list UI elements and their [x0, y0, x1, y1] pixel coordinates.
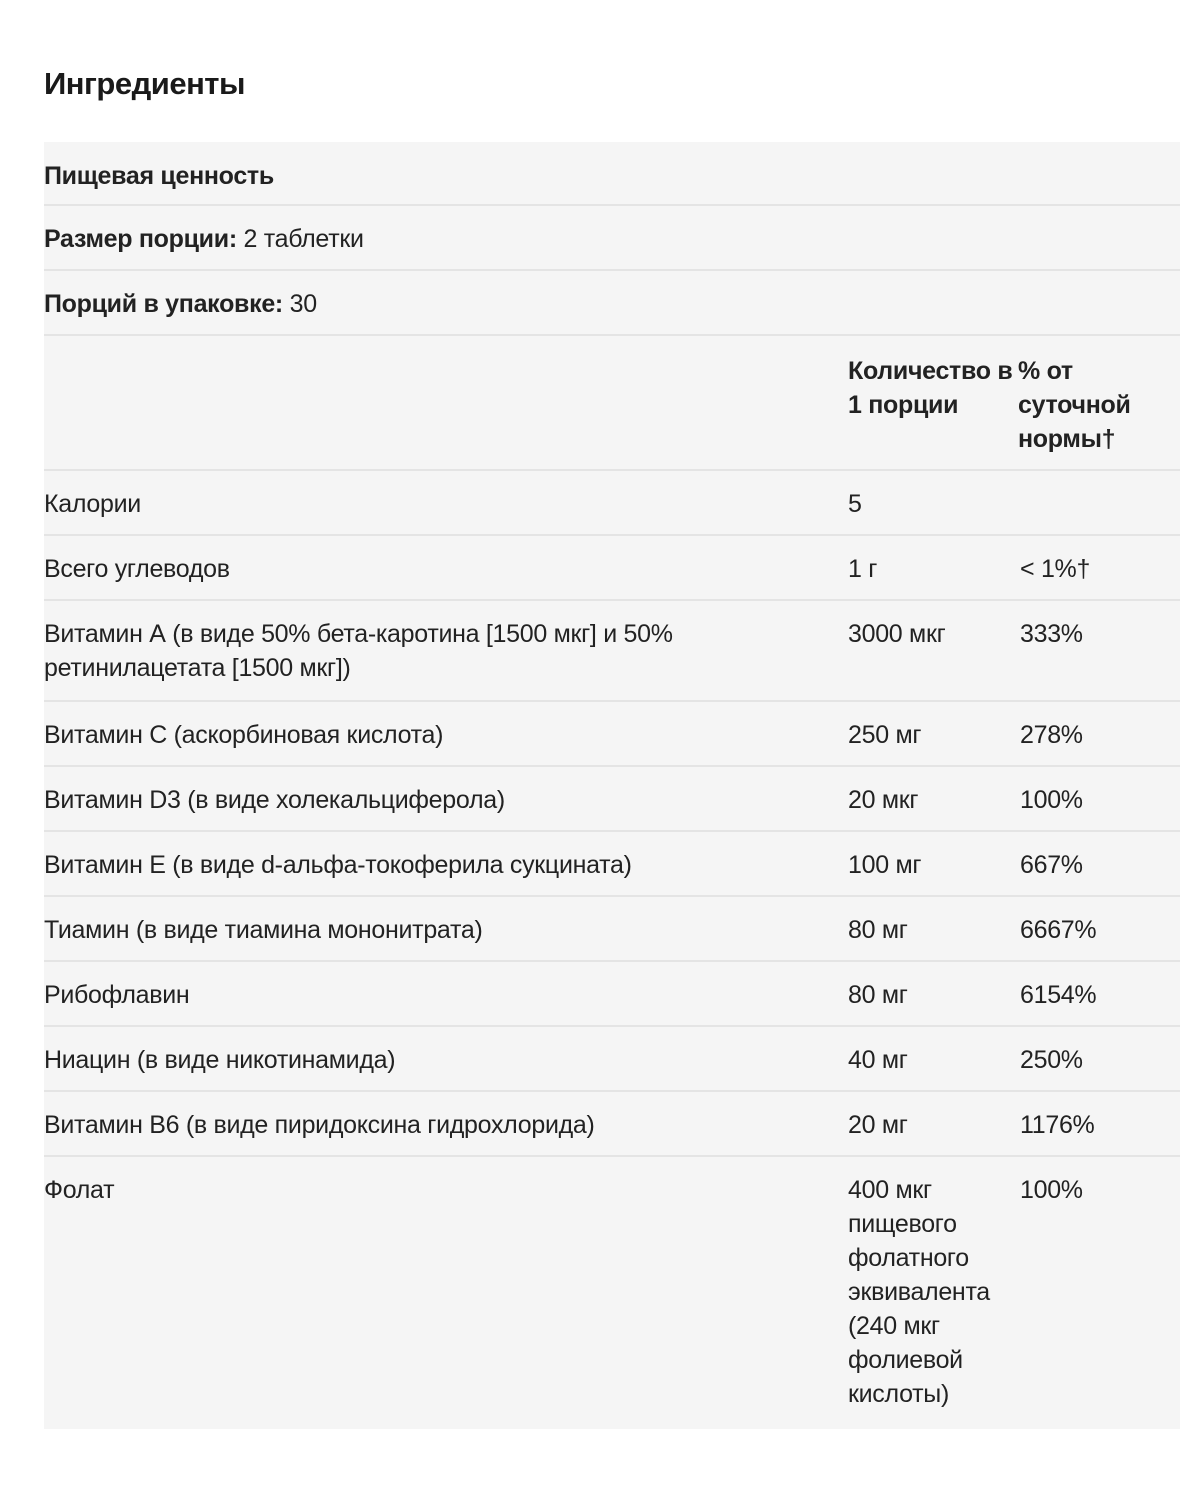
- ingredients-heading: Ингредиенты: [44, 66, 245, 101]
- table-row: [44, 962, 1180, 1027]
- table-row: [44, 471, 1180, 536]
- table-row: [44, 601, 1180, 702]
- nutrition-title: Пищевая ценность: [44, 162, 274, 190]
- nutrient-daily-value: 6667%: [1020, 916, 1097, 944]
- nutrient-amount: 400 мкг пищевого фолатного эквивалента (240 мкг фолиевой кислоты): [848, 1176, 990, 1408]
- amount-header-line: 1 порции: [848, 391, 959, 419]
- nutrient-amount: 3000 мкг: [848, 620, 946, 648]
- nutrient-name: Витамин D3 (в виде холекальциферола): [44, 786, 505, 814]
- serving-size-label: Размер порции:: [44, 225, 237, 253]
- table-row: [44, 1092, 1180, 1157]
- nutrient-name: Ниацин (в виде никотинамида): [44, 1046, 396, 1074]
- nutrient-amount: 40 мг: [848, 1046, 908, 1074]
- nutrient-amount: 100 мг: [848, 851, 922, 879]
- table-row: [44, 702, 1180, 767]
- nutrient-daily-value: 100%: [1020, 786, 1083, 814]
- nutrient-name: Витамин А (в виде 50% бета-каротина [1500 мкг] и 50% ретинилацетата [1500 мкг]): [44, 620, 673, 682]
- nutrient-daily-value: 667%: [1020, 851, 1083, 879]
- nutrient-name: Тиамин (в виде тиамина мононитрата): [44, 916, 483, 944]
- nutrient-name: Рибофлавин: [44, 981, 190, 1009]
- nutrient-daily-value: 333%: [1020, 620, 1083, 648]
- nutrient-name: Калории: [44, 490, 141, 518]
- nutrient-amount: 80 мг: [848, 981, 908, 1009]
- daily-value-header-line: нормы†: [1018, 425, 1116, 453]
- nutrient-amount: 80 мг: [848, 916, 908, 944]
- nutrient-daily-value: 278%: [1020, 721, 1083, 749]
- servings-per-container-row: [44, 271, 1180, 336]
- table-row: [44, 832, 1180, 897]
- nutrient-amount: 5: [848, 490, 862, 518]
- nutrient-name: Всего углеводов: [44, 555, 230, 583]
- nutrient-daily-value: 250%: [1020, 1046, 1083, 1074]
- table-row: [44, 1157, 1180, 1429]
- serving-size-value: 2 таблетки: [243, 225, 364, 253]
- table-row: [44, 897, 1180, 962]
- nutrient-daily-value: < 1%†: [1020, 555, 1091, 583]
- nutrient-amount: 20 мг: [848, 1111, 908, 1139]
- nutrient-amount: 250 мг: [848, 721, 922, 749]
- daily-value-header-line: суточной: [1018, 391, 1131, 419]
- table-row: [44, 767, 1180, 832]
- table-row: [44, 536, 1180, 601]
- table-row: [44, 1027, 1180, 1092]
- nutrient-name: Витамин С (аскорбиновая кислота): [44, 721, 444, 749]
- servings-per-container-value: 30: [289, 290, 317, 318]
- nutrition-facts-table: [44, 142, 1180, 1429]
- daily-value-column-header: [1018, 354, 1178, 456]
- serving-size-row: [44, 206, 1180, 271]
- nutrient-name: Витамин Е (в виде d-альфа-токоферила сукцината): [44, 851, 632, 879]
- nutrient-daily-value: 1176%: [1020, 1111, 1095, 1139]
- nutrient-name: Витамин B6 (в виде пиридоксина гидрохлорида): [44, 1111, 595, 1139]
- nutrient-daily-value: 100%: [1020, 1176, 1083, 1204]
- column-header-row: [44, 336, 1180, 471]
- nutrient-amount: 1 г: [848, 555, 878, 583]
- nutrient-amount: 20 мкг: [848, 786, 919, 814]
- amount-header-line: Количество в: [848, 357, 1013, 385]
- nutrition-title-row: [44, 142, 1180, 206]
- servings-per-container-label: Порций в упаковке:: [44, 290, 283, 318]
- amount-column-header: [848, 354, 1018, 422]
- daily-value-header-line: % от: [1018, 357, 1073, 385]
- nutrient-name: Фолат: [44, 1176, 115, 1204]
- nutrient-daily-value: 6154%: [1020, 981, 1097, 1009]
